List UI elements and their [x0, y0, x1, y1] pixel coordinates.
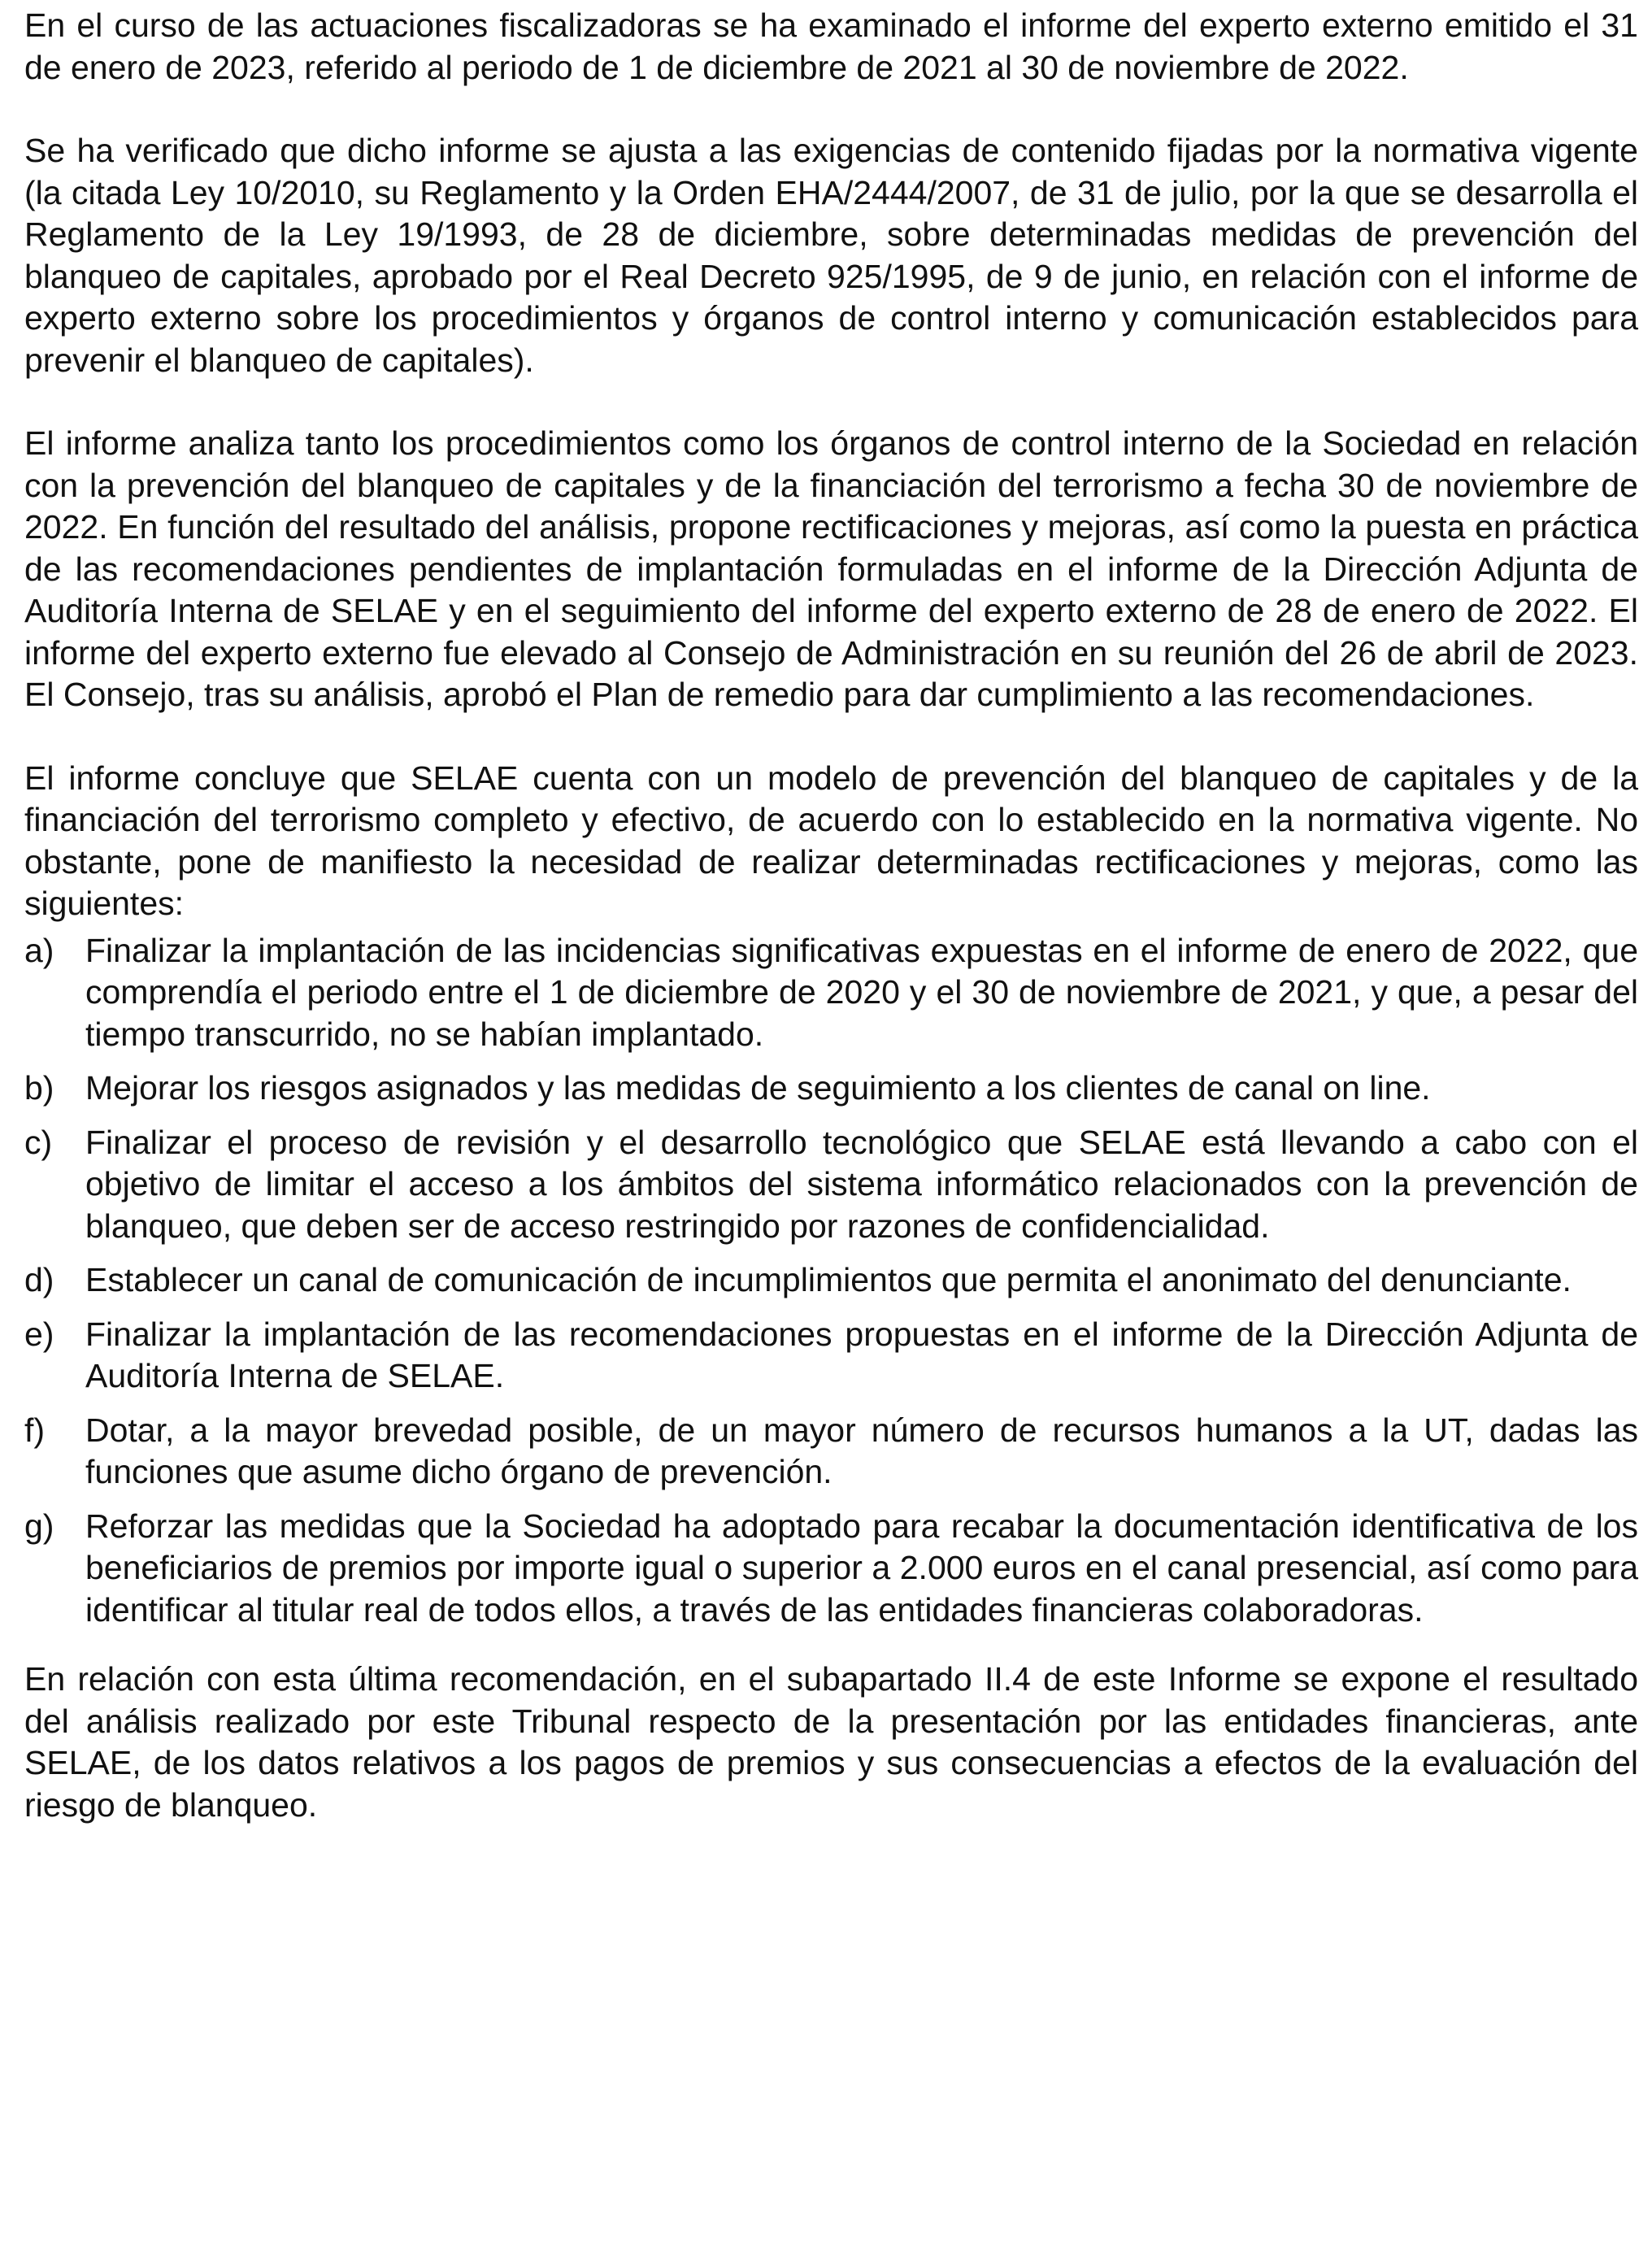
list-item-text: Finalizar el proceso de revisión y el desarrollo tecnológico que SELAE está llevando a cabo con el objetivo de limitar el acceso a los ámbitos del sistema informático relacionados con la prevención de blanqueo, que deben ser de acceso restringido por razones de confidencialidad.	[85, 1123, 1638, 1245]
list-item-text: Establecer un canal de comunicación de incumplimientos que permita el anonimato del denunciante.	[85, 1261, 1572, 1298]
list-item	[24, 930, 1638, 1056]
list-item	[24, 1068, 1638, 1110]
paragraph-closing-remark: En relación con esta última recomendación, en el subapartado II.4 de este Informe se expone el resultado del análisis realizado por este Tribunal respecto de la presentación por las entidades financieras, ante SELAE, de los datos relativos a los pagos de premios y sus consecuencias a efectos de la evaluación del riesgo de blanqueo.	[24, 1660, 1638, 1824]
list-item-text: Finalizar la implantación de las recomendaciones propuestas en el informe de la Dirección Adjunta de Auditoría Interna de SELAE.	[85, 1315, 1638, 1394]
list-item-label: d)	[24, 1261, 54, 1298]
list-item	[24, 1259, 1638, 1302]
list-item-label: a)	[24, 931, 54, 969]
paragraph-report-conclusion: El informe concluye que SELAE cuenta con un modelo de prevención del blanqueo de capitales y de la financiación del terrorismo completo y efectivo, de acuerdo con lo establecido en la normativa vigente. No obstante, pone de manifiesto la necesidad de realizar determinadas rectificaciones y mejoras, como las siguientes:	[24, 759, 1638, 922]
list-item-text: Reforzar las medidas que la Sociedad ha adoptado para recabar la documentación identificativa de los beneficiarios de premios por importe igual o superior a 2.000 euros en el canal presencial, así como para identificar al titular real de todos ellos, a través de las entidades financieras colaboradoras.	[85, 1507, 1638, 1629]
list-item-label: g)	[24, 1507, 54, 1545]
document-page	[24, 0, 1638, 1826]
paragraph-report-analysis: El informe analiza tanto los procedimientos como los órganos de control interno de la Sociedad en relación con la prevención del blanqueo de capitales y de la financiación del terrorismo a fecha 30 de noviembre de 2022. En función del resultado del análisis, propone rectificaciones y mejoras, así como la puesta en práctica de las recomendaciones pendientes de implantación formuladas en el informe de la Dirección Adjunta de Auditoría Interna de SELAE y en el seguimiento del informe del experto externo de 28 de enero de 2022. El informe del experto externo fue elevado al Consejo de Administración en su reunión del 26 de abril de 2023. El Consejo, tras su análisis, aprobó el Plan de remedio para dar cumplimiento a las recomendaciones.	[24, 424, 1638, 713]
list-item-label: e)	[24, 1315, 54, 1353]
recommendations-list	[24, 930, 1638, 1632]
list-item-label: b)	[24, 1069, 54, 1107]
list-item-text: Mejorar los riesgos asignados y las medidas de seguimiento a los clientes de canal on line.	[85, 1069, 1431, 1107]
list-item	[24, 1314, 1638, 1398]
list-item-text: Dotar, a la mayor brevedad posible, de un mayor número de recursos humanos a la UT, dadas las funciones que asume dicho órgano de prevención.	[85, 1411, 1638, 1490]
paragraph-expert-report-examined: En el curso de las actuaciones fiscalizadoras se ha examinado el informe del experto externo emitido el 31 de enero de 2023, referido al periodo de 1 de diciembre de 2021 al 30 de noviembre de 2022.	[24, 7, 1638, 86]
list-item	[24, 1506, 1638, 1632]
list-item-text: Finalizar la implantación de las incidencias significativas expuestas en el informe de enero de 2022, que comprendía el periodo entre el 1 de diciembre de 2020 y el 30 de noviembre de 2021, y que, a pesar del tiempo transcurrido, no se habían implantado.	[85, 931, 1638, 1053]
list-item-label: c)	[24, 1123, 53, 1161]
list-item-label: f)	[24, 1411, 46, 1449]
paragraph-regulatory-compliance: Se ha verificado que dicho informe se ajusta a las exigencias de contenido fijadas por la normativa vigente (la citada Ley 10/2010, su Reglamento y la Orden EHA/2444/2007, de 31 de julio, por la que se desarrolla el Reglamento de la Ley 19/1993, de 28 de diciembre, sobre determinadas medidas de prevención del blanqueo de capitales, aprobado por el Real Decreto 925/1995, de 9 de junio, en relación con el informe de experto externo sobre los procedimientos y órganos de control interno y comunicación establecidos para prevenir el blanqueo de capitales).	[24, 132, 1638, 379]
list-item	[24, 1410, 1638, 1494]
list-item	[24, 1122, 1638, 1248]
